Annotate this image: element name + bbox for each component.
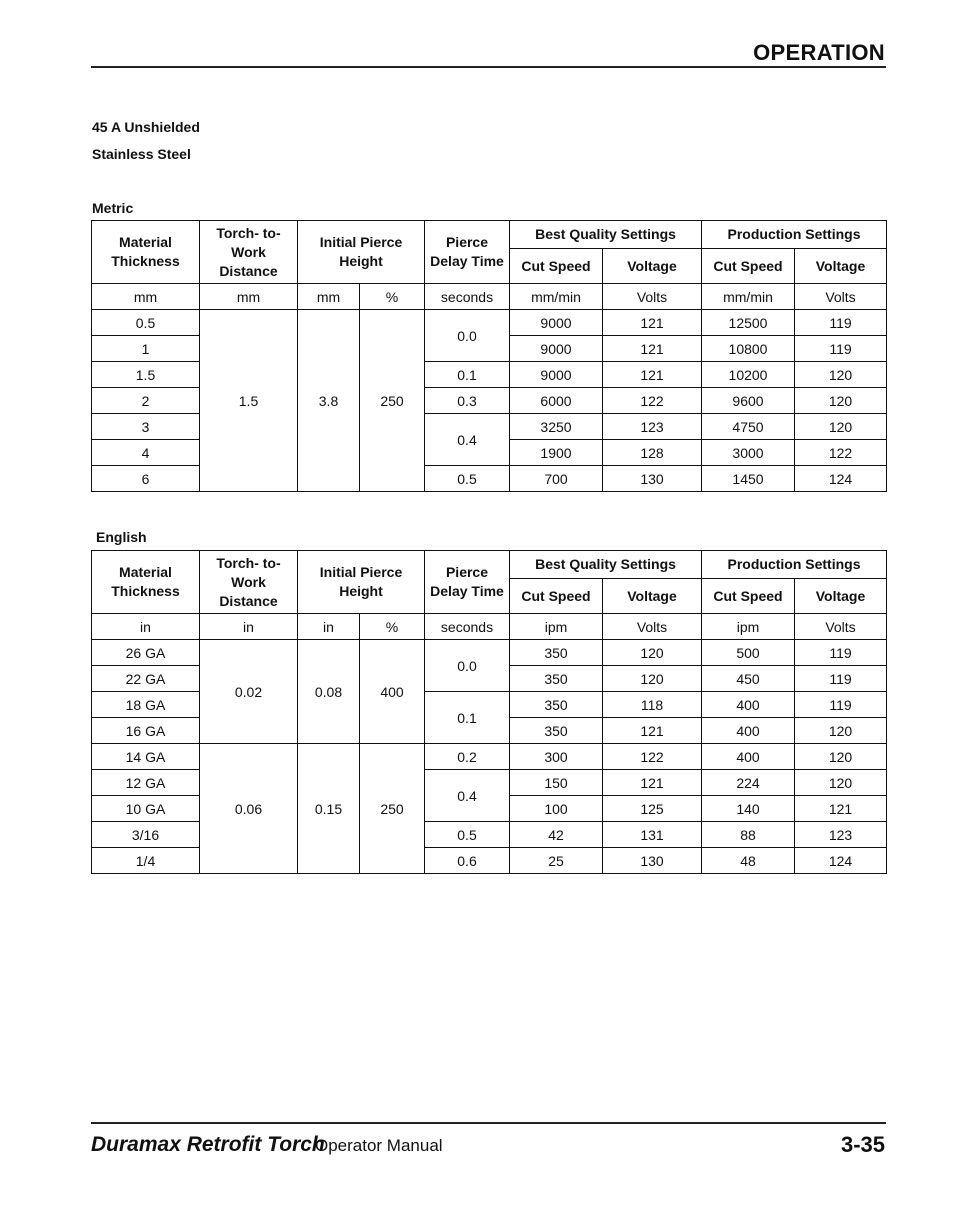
- best-voltage-cell: 130: [603, 848, 702, 874]
- header-initial-pierce: Initial Pierce Height: [298, 551, 425, 614]
- header-best-cut-speed: Cut Speed: [510, 579, 603, 614]
- prod-speed-cell: 12500: [702, 310, 795, 336]
- delay-cell: 0.0: [425, 640, 510, 692]
- header-row: [92, 221, 887, 249]
- best-speed-cell: 9000: [510, 336, 603, 362]
- pierce-pct-cell: 250: [360, 310, 425, 492]
- prod-speed-cell: 500: [702, 640, 795, 666]
- prod-voltage-cell: 120: [795, 414, 887, 440]
- english-label: English: [96, 529, 147, 545]
- prod-voltage-cell: 119: [795, 640, 887, 666]
- header-pierce-delay: Pierce Delay Time: [425, 551, 510, 614]
- prod-speed-cell: 10800: [702, 336, 795, 362]
- header-initial-pierce: Initial Pierce Height: [298, 221, 425, 284]
- best-speed-cell: 150: [510, 770, 603, 796]
- best-speed-cell: 350: [510, 718, 603, 744]
- header-best-quality: Best Quality Settings: [510, 551, 702, 579]
- pierce-pct-cell: 400: [360, 640, 425, 744]
- header-best-voltage: Voltage: [603, 579, 702, 614]
- prod-speed-cell: 140: [702, 796, 795, 822]
- thickness-cell: 22 GA: [92, 666, 200, 692]
- prod-speed-cell: 88: [702, 822, 795, 848]
- torch-to-work-cell: 1.5: [200, 310, 298, 492]
- header-production: Production Settings: [702, 551, 887, 579]
- process-material: Stainless Steel: [92, 146, 191, 162]
- delay-cell: 0.2: [425, 744, 510, 770]
- prod-voltage-cell: 119: [795, 692, 887, 718]
- prod-voltage-cell: 119: [795, 310, 887, 336]
- best-speed-cell: 9000: [510, 362, 603, 388]
- pierce-height-cell: 3.8: [298, 310, 360, 492]
- best-speed-cell: 42: [510, 822, 603, 848]
- unit-cell: mm: [200, 284, 298, 310]
- unit-cell: mm/min: [510, 284, 603, 310]
- metric-cut-chart: [91, 220, 887, 492]
- units-row: [92, 614, 887, 640]
- prod-voltage-cell: 120: [795, 770, 887, 796]
- prod-voltage-cell: 123: [795, 822, 887, 848]
- header-prod-voltage: Voltage: [795, 249, 887, 284]
- prod-speed-cell: 450: [702, 666, 795, 692]
- best-voltage-cell: 125: [603, 796, 702, 822]
- unit-cell: Volts: [603, 614, 702, 640]
- unit-cell: Volts: [603, 284, 702, 310]
- best-voltage-cell: 121: [603, 336, 702, 362]
- thickness-cell: 1.5: [92, 362, 200, 388]
- best-speed-cell: 6000: [510, 388, 603, 414]
- delay-cell: 0.5: [425, 466, 510, 492]
- unit-cell: in: [200, 614, 298, 640]
- unit-cell: in: [298, 614, 360, 640]
- delay-cell: 0.4: [425, 770, 510, 822]
- best-voltage-cell: 122: [603, 744, 702, 770]
- thickness-cell: 2: [92, 388, 200, 414]
- table-row: [92, 640, 887, 666]
- best-voltage-cell: 122: [603, 388, 702, 414]
- header-best-cut-speed: Cut Speed: [510, 249, 603, 284]
- process-current: 45 A Unshielded: [92, 119, 200, 135]
- delay-cell: 0.6: [425, 848, 510, 874]
- thickness-cell: 26 GA: [92, 640, 200, 666]
- thickness-cell: 3/16: [92, 822, 200, 848]
- prod-voltage-cell: 120: [795, 362, 887, 388]
- units-row: [92, 284, 887, 310]
- thickness-cell: 3: [92, 414, 200, 440]
- delay-cell: 0.5: [425, 822, 510, 848]
- delay-cell: 0.1: [425, 362, 510, 388]
- torch-to-work-cell: 0.02: [200, 640, 298, 744]
- unit-cell: Volts: [795, 614, 887, 640]
- pierce-height-cell: 0.08: [298, 640, 360, 744]
- table-row: [92, 744, 887, 770]
- best-voltage-cell: 121: [603, 718, 702, 744]
- prod-voltage-cell: 119: [795, 666, 887, 692]
- unit-cell: mm: [92, 284, 200, 310]
- prod-voltage-cell: 124: [795, 848, 887, 874]
- best-speed-cell: 700: [510, 466, 603, 492]
- prod-voltage-cell: 120: [795, 718, 887, 744]
- header-prod-cut-speed: Cut Speed: [702, 579, 795, 614]
- best-voltage-cell: 118: [603, 692, 702, 718]
- header-row: [92, 551, 887, 579]
- best-speed-cell: 1900: [510, 440, 603, 466]
- page-number: 3-35: [840, 1132, 885, 1157]
- best-voltage-cell: 123: [603, 414, 702, 440]
- pierce-pct-cell: 250: [360, 744, 425, 874]
- thickness-cell: 6: [92, 466, 200, 492]
- best-speed-cell: 300: [510, 744, 603, 770]
- prod-voltage-cell: 120: [795, 744, 887, 770]
- prod-speed-cell: 4750: [702, 414, 795, 440]
- prod-voltage-cell: 122: [795, 440, 887, 466]
- metric-label: Metric: [92, 200, 134, 216]
- delay-cell: 0.3: [425, 388, 510, 414]
- english-cut-chart: [91, 550, 887, 874]
- best-voltage-cell: 120: [603, 640, 702, 666]
- unit-cell: %: [360, 614, 425, 640]
- unit-cell: %: [360, 284, 425, 310]
- best-voltage-cell: 130: [603, 466, 702, 492]
- thickness-cell: 14 GA: [92, 744, 200, 770]
- unit-cell: ipm: [702, 614, 795, 640]
- best-speed-cell: 3250: [510, 414, 603, 440]
- delay-cell: 0.0: [425, 310, 510, 362]
- unit-cell: mm/min: [702, 284, 795, 310]
- footer-rule: [91, 1122, 886, 1124]
- unit-cell: in: [92, 614, 200, 640]
- delay-cell: 0.1: [425, 692, 510, 744]
- header-best-voltage: Voltage: [603, 249, 702, 284]
- prod-speed-cell: 400: [702, 692, 795, 718]
- prod-speed-cell: 400: [702, 718, 795, 744]
- prod-speed-cell: 48: [702, 848, 795, 874]
- footer-product-name: Duramax Retrofit Torch: [91, 1133, 325, 1156]
- header-best-quality: Best Quality Settings: [510, 221, 702, 249]
- thickness-cell: 1/4: [92, 848, 200, 874]
- best-voltage-cell: 120: [603, 666, 702, 692]
- best-speed-cell: 350: [510, 692, 603, 718]
- header-rule: [91, 66, 886, 68]
- thickness-cell: 18 GA: [92, 692, 200, 718]
- unit-cell: mm: [298, 284, 360, 310]
- pierce-height-cell: 0.15: [298, 744, 360, 874]
- prod-voltage-cell: 120: [795, 388, 887, 414]
- best-speed-cell: 350: [510, 640, 603, 666]
- best-voltage-cell: 121: [603, 362, 702, 388]
- prod-speed-cell: 224: [702, 770, 795, 796]
- thickness-cell: 1: [92, 336, 200, 362]
- unit-cell: seconds: [425, 284, 510, 310]
- prod-speed-cell: 1450: [702, 466, 795, 492]
- header-material-thickness: Material Thickness: [92, 221, 200, 284]
- thickness-cell: 12 GA: [92, 770, 200, 796]
- best-voltage-cell: 121: [603, 770, 702, 796]
- thickness-cell: 10 GA: [92, 796, 200, 822]
- thickness-cell: 0.5: [92, 310, 200, 336]
- prod-speed-cell: 400: [702, 744, 795, 770]
- best-speed-cell: 350: [510, 666, 603, 692]
- torch-to-work-cell: 0.06: [200, 744, 298, 874]
- table-row: [92, 310, 887, 336]
- unit-cell: Volts: [795, 284, 887, 310]
- header-material-thickness: Material Thickness: [92, 551, 200, 614]
- thickness-cell: 4: [92, 440, 200, 466]
- header-pierce-delay: Pierce Delay Time: [425, 221, 510, 284]
- best-speed-cell: 25: [510, 848, 603, 874]
- prod-speed-cell: 3000: [702, 440, 795, 466]
- unit-cell: ipm: [510, 614, 603, 640]
- footer-manual-label: Operator Manual: [315, 1136, 443, 1155]
- header-prod-cut-speed: Cut Speed: [702, 249, 795, 284]
- best-voltage-cell: 128: [603, 440, 702, 466]
- header-torch-to-work: Torch- to-Work Distance: [200, 551, 298, 614]
- section-title: OPERATION: [753, 40, 885, 65]
- best-speed-cell: 9000: [510, 310, 603, 336]
- prod-voltage-cell: 124: [795, 466, 887, 492]
- unit-cell: seconds: [425, 614, 510, 640]
- prod-speed-cell: 10200: [702, 362, 795, 388]
- thickness-cell: 16 GA: [92, 718, 200, 744]
- header-torch-to-work: Torch- to-Work Distance: [200, 221, 298, 284]
- best-speed-cell: 100: [510, 796, 603, 822]
- prod-voltage-cell: 119: [795, 336, 887, 362]
- prod-voltage-cell: 121: [795, 796, 887, 822]
- header-prod-voltage: Voltage: [795, 579, 887, 614]
- delay-cell: 0.4: [425, 414, 510, 466]
- prod-speed-cell: 9600: [702, 388, 795, 414]
- header-production: Production Settings: [702, 221, 887, 249]
- best-voltage-cell: 131: [603, 822, 702, 848]
- best-voltage-cell: 121: [603, 310, 702, 336]
